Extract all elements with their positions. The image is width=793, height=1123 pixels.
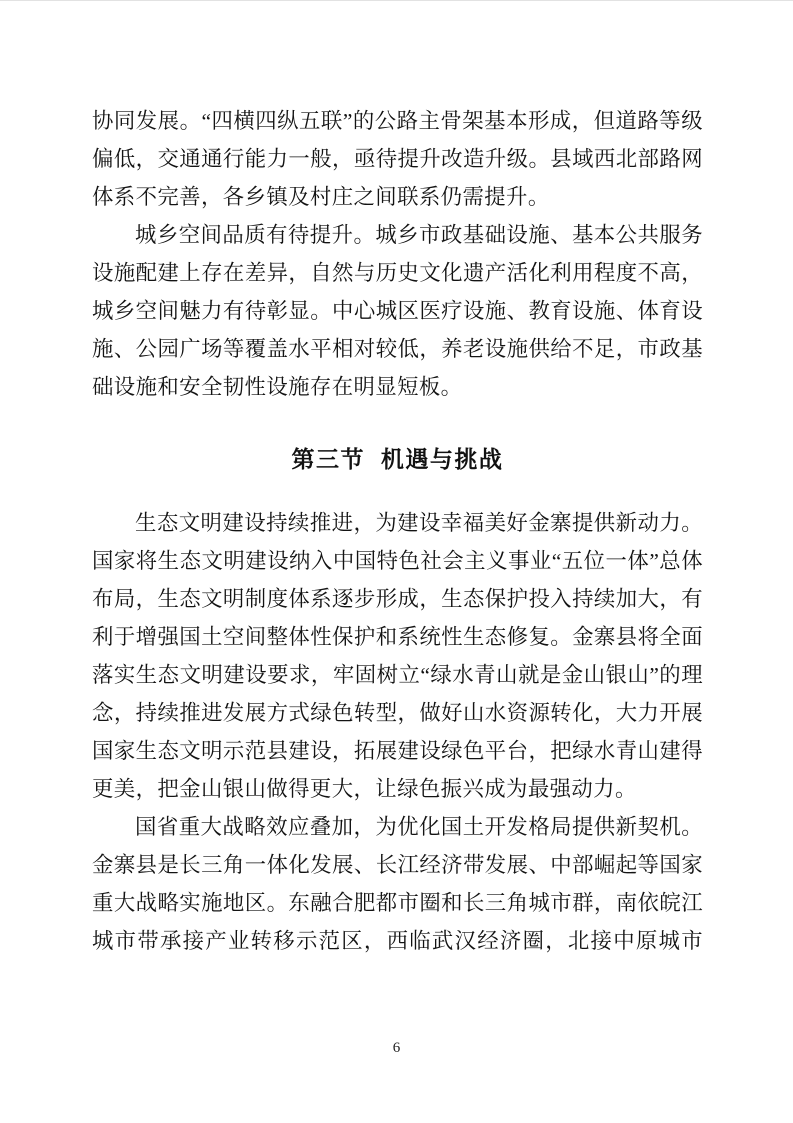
section-heading: 第三节 机遇与挑战 — [291, 446, 504, 472]
body-paragraph: 生态文明建设持续推进，为建设幸福美好金寨提供新动力。国家将生态文明建设纳入中国特色社会主义事业“五位一体”总体布局，生态文明制度体系逐步形成，生态保护投入持续加大，有利于增强国土空间整体性保护和系统性生态修复。金寨县将全面落实生态文明建设要求，牢固树立“绿水青山就是金山银山”的理念，持续推进发展方式绿色转型，做好山水资源转化，大力开展国家生态文明示范县建设，拓展建设绿色平台，把绿水青山建得更美，把金山银山做得更大，让绿色振兴成为最强动力。 — [92, 511, 703, 801]
page-content — [92, 102, 703, 960]
page-number: 6 — [392, 1040, 401, 1056]
body-paragraph: 城乡空间品质有待提升。城乡市政基础设施、基本公共服务设施配建上存在差异，自然与历史文化遗产活化利用程度不高，城乡空间魅力有待彰显。中心城区医疗设施、教育设施、体育设施、公园广场等覆盖水平相对较低，养老设施供给不足，市政基础设施和安全韧性设施存在明显短板。 — [92, 223, 703, 399]
body-paragraph: 国省重大战略效应叠加，为优化国土开发格局提供新契机。金寨县是长三角一体化发展、长江经济带发展、中部崛起等国家重大战略实施地区。东融合肥都市圈和长三角城市群，南依皖江城市带承接产业转移示范区，西临武汉经济圈，北接中原城市 — [92, 815, 703, 953]
page-footer — [0, 1039, 793, 1057]
body-paragraph: 协同发展。“四横四纵五联”的公路主骨架基本形成，但道路等级偏低，交通通行能力一般，亟待提升改造升级。县域西北部路网体系不完善，各乡镇及村庄之间联系仍需提升。 — [92, 109, 703, 209]
